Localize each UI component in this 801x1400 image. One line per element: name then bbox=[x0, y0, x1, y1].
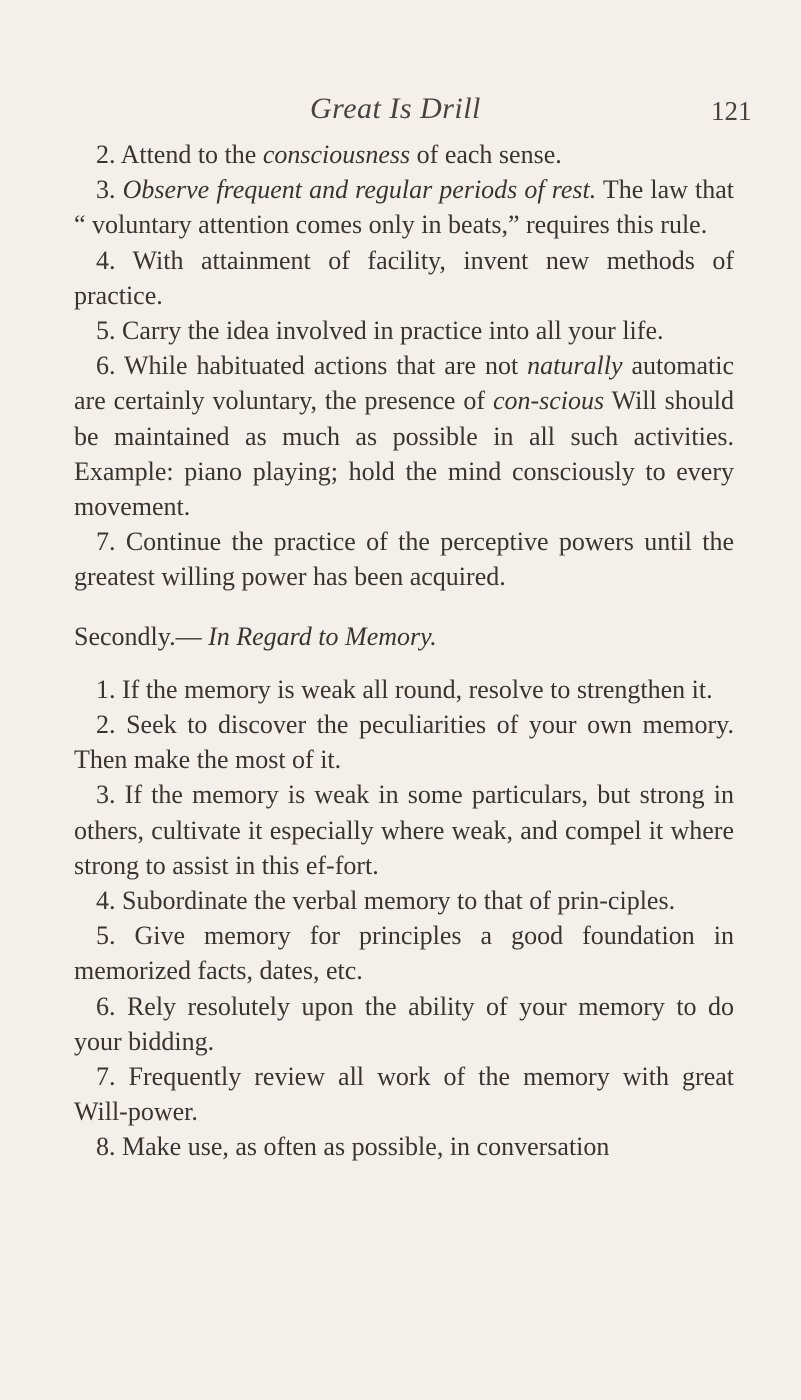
section-heading bbox=[74, 619, 734, 654]
item-text: With attainment of facility, invent new methods of practice. bbox=[74, 245, 734, 310]
list-item bbox=[74, 672, 734, 707]
item-text: Give memory for principles a good foundation in memorized facts, dates, etc. bbox=[74, 921, 734, 986]
item-number: 3. bbox=[96, 175, 116, 205]
rules-list bbox=[74, 137, 734, 595]
item-text: If the memory is weak in some particulars, but strong in others, cultivate it especially where weak, and compel it where strong to assist in this ef-fort. bbox=[74, 780, 734, 880]
list-item bbox=[74, 348, 734, 524]
list-item bbox=[74, 707, 734, 777]
list-item bbox=[74, 918, 734, 988]
section-title: In Regard to Memory. bbox=[208, 621, 437, 651]
italic-text: con-scious bbox=[492, 386, 605, 416]
item-number: 2. bbox=[96, 140, 116, 169]
list-item bbox=[74, 989, 734, 1059]
item-text: The law that “ voluntary attention comes only in beats,” requires this rule. bbox=[74, 175, 735, 240]
item-text: Seek to discover the peculiarities of your own memory. Then make the most of it. bbox=[74, 710, 734, 775]
item-number: 3. bbox=[96, 780, 116, 810]
list-item bbox=[74, 1129, 734, 1164]
running-title: Great Is Drill bbox=[310, 92, 481, 125]
item-text: If the memory is weak all round, resolve to strengthen it. bbox=[115, 674, 713, 704]
item-text: Will should be maintained as much as possible in all such activities. Example: piano playing; hold the mind consciously to every movement. bbox=[74, 386, 734, 522]
list-item bbox=[74, 243, 734, 313]
item-text: Frequently review all work of the memory with great Will-power. bbox=[74, 1062, 734, 1127]
item-text bbox=[116, 175, 123, 204]
item-text: Rely resolutely upon the ability of your memory to do your bidding. bbox=[74, 991, 734, 1056]
item-text: automatic are certainly voluntary, the presence of bbox=[74, 351, 734, 416]
list-item bbox=[74, 172, 734, 242]
italic-text: naturally bbox=[527, 351, 623, 381]
list-item bbox=[74, 883, 734, 918]
item-number: 1. bbox=[96, 674, 116, 704]
item-text: Carry the idea involved in practice into all your life. bbox=[115, 316, 664, 346]
memory-list bbox=[74, 672, 734, 1165]
section-lead: Secondly.— bbox=[74, 621, 209, 651]
list-item bbox=[74, 137, 734, 172]
italic-text: Observe frequent and regular periods of rest. bbox=[122, 175, 597, 205]
item-number: 8. bbox=[96, 1132, 116, 1162]
item-number: 2. bbox=[96, 710, 116, 740]
item-number: 5. bbox=[96, 316, 116, 346]
running-head bbox=[0, 92, 801, 132]
item-text: Make use, as often as possible, in conversation bbox=[115, 1132, 610, 1162]
item-number: 4. bbox=[96, 245, 116, 275]
list-item bbox=[74, 777, 734, 883]
list-item bbox=[74, 313, 734, 348]
item-text: of each sense. bbox=[410, 140, 562, 169]
item-text: Subordinate the verbal memory to that of prin-ciples. bbox=[115, 886, 676, 916]
item-number: 5. bbox=[96, 921, 116, 951]
item-number: 7. bbox=[96, 1062, 116, 1092]
item-text: Continue the practice of the perceptive powers until the greatest willing power has been acquired. bbox=[74, 527, 734, 592]
item-number: 7. bbox=[96, 527, 116, 557]
item-number: 6. bbox=[96, 991, 116, 1021]
body-text bbox=[74, 137, 734, 1165]
italic-text: consciousness bbox=[262, 140, 411, 169]
item-number: 4. bbox=[96, 886, 116, 916]
list-item bbox=[74, 1059, 734, 1129]
item-number: 6. bbox=[96, 351, 116, 381]
item-text: Attend to the bbox=[115, 140, 263, 169]
page-number: 121 bbox=[711, 96, 752, 126]
list-item bbox=[74, 524, 734, 594]
item-text: While habituated actions that are not bbox=[115, 351, 528, 381]
